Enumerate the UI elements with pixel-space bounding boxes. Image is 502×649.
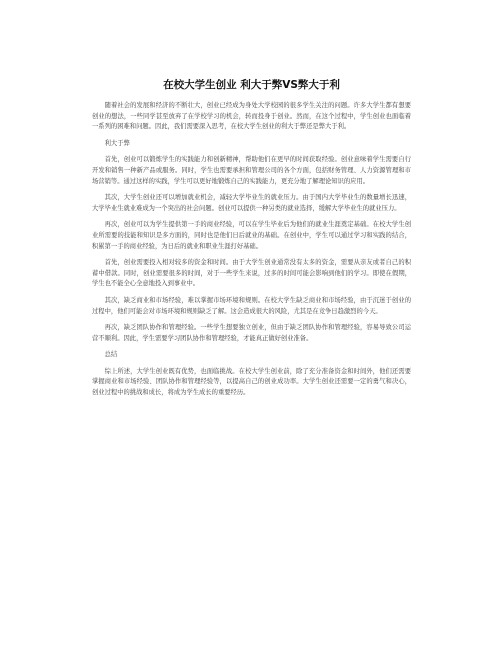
document-title: 在校大学生创业 利大于弊VS弊大于利 xyxy=(163,79,340,91)
section-heading-summary: 总结 xyxy=(104,351,118,359)
summary-paragraph: 综上所述，大学生创业既有优势，也面临挑战。在校大学生创业前，除了充分准备资金和时间外，他们还需要掌握商业和市场经验、团队协作和管理经验等，以提高自己的创业成功率。大学生创业还需要一定的勇气和决心，创业过程中的挑战和成长，将成为学生成长的重要经历。 xyxy=(92,367,411,397)
disadvantage-paragraph-1: 首先，创业需要投入相对较多的资金和时间。由于大学生创业通常没有太多的资金，需要从亲友或者自己的积蓄中借款。同时，创业需要很多的时间，对于一些学生来说，过多的时间可能会影响到他们的学习。即使在假期，学生也不能全心全意地投入到事业中。 xyxy=(92,259,411,288)
advantage-paragraph-3: 再次，创业可以为学生提供第一手的商业经验，可以在学生毕业后为他们的就业生涯奠定基础。在校大学生创业所需要的技能和知识是多方面的，同时也是他们日后就业的基础。在创业中，学生可以通过学习和实践的结合，积累第一手的商业经验，为日后的就业和职业生涯打好基础。 xyxy=(92,221,411,250)
advantage-paragraph-1: 首先，创业可以锻炼学生的实践能力和创新精神，帮助他们在更早的时间获取经验。创业意味着学生需要自行开发和销售一种新产品或服务。同时，学生也需要承担和管理公司的各个方面，包括财务管理、人力资源管理和市场营销等。通过这样的实践，学生可以更好地锻炼自己的实践能力，更充分地了解理论知识的应用。 xyxy=(92,156,411,185)
disadvantage-paragraph-2: 其次，缺乏商业和市场经验，难以掌握市场环境和规则。在校大学生缺乏商业和市场经验，由于沉迷于创业的过程中，他们可能会对市场环境和规则缺乏了解。这会造成很大的风险，尤其是在竞争日趋激烈的今天。 xyxy=(92,296,411,315)
document-body xyxy=(92,78,411,405)
section-heading-advantages: 利大于弊 xyxy=(104,139,130,147)
advantage-paragraph-2: 其次，大学生创业还可以增加就业机会，减轻大学毕业生的就业压力。由于国内大学毕业生的数量增长迅速，大学毕业生就业难成为一个突出的社会问题。创业可以提供一种另类的就业选择，缓解大学毕业生的就业压力。 xyxy=(92,194,411,212)
disadvantage-paragraph-3: 再次，缺乏团队协作和管理经验。一些学生想要独立创业，但由于缺乏团队协作和管理经验，容易导致公司运营不顺利。因此，学生需要学习团队协作和管理经验，才能真正做好创业准备。 xyxy=(92,324,411,342)
intro-paragraph: 随着社会的发展和经济的不断壮大，创业已经成为身处大学校园的很多学生关注的问题。许多大学生都有想要创业的想法，一些同学甚至放弃了在学校学习的机会，转而投身于创业。然而，在这个过程中，学生创业也面临着一系列的困难和问题。因此，我们需要深入思考，在校大学生创业的利大于弊还是弊大于利。 xyxy=(92,102,411,131)
